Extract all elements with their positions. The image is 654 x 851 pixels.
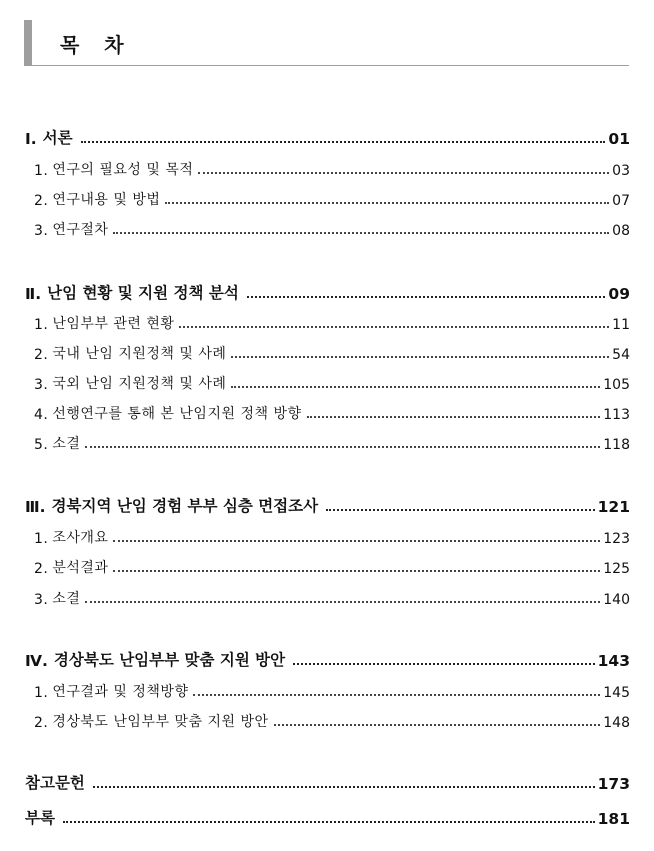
toc-chapter-entry[interactable] <box>25 126 630 148</box>
dot-leader <box>326 509 595 511</box>
toc-entry-label: 국내 난임 지원정책 및 사례 <box>52 346 227 362</box>
toc-title: 목 차 <box>60 33 133 57</box>
dot-leader <box>93 786 595 788</box>
toc-entry-number: 1. <box>34 685 49 701</box>
dot-leader <box>307 416 601 418</box>
dot-leader <box>81 141 606 143</box>
toc-entry-number: Ⅰ. <box>25 130 37 148</box>
toc-entry-number: 2. <box>34 193 49 209</box>
toc-page-number: 08 <box>612 223 630 239</box>
toc-page-number: 118 <box>603 437 630 453</box>
toc-entry-number: 1. <box>34 317 49 333</box>
toc-section-entry[interactable] <box>34 373 630 393</box>
toc-chapter-entry[interactable] <box>25 806 630 828</box>
toc-section-entry[interactable] <box>34 588 630 608</box>
toc-entry-number: 2. <box>34 561 49 577</box>
toc-entry-number: 1. <box>34 163 49 179</box>
toc-page-number: 11 <box>612 317 630 333</box>
toc-page-number: 09 <box>608 285 630 303</box>
toc-entry-label: 선행연구를 통해 본 난임지원 정책 방향 <box>52 406 302 422</box>
toc-entry-number: Ⅲ. <box>25 498 46 516</box>
toc-section-entry[interactable] <box>34 527 630 547</box>
toc-page-number: 123 <box>603 531 630 547</box>
toc-entry-label: 분석결과 <box>52 560 109 576</box>
toc-page-number: 145 <box>603 685 630 701</box>
toc-chapter-entry[interactable] <box>25 281 630 303</box>
toc-entry-number: 3. <box>34 592 49 608</box>
dot-leader <box>165 202 609 204</box>
dot-leader <box>113 540 600 542</box>
toc-entry-number: Ⅱ. <box>25 285 42 303</box>
toc-page-number: 121 <box>597 498 630 516</box>
toc-section-entry[interactable] <box>34 219 630 239</box>
toc-chapter-entry[interactable] <box>25 494 630 516</box>
toc-section-entry[interactable] <box>34 313 630 333</box>
toc-section-entry[interactable] <box>34 681 630 701</box>
toc-page-number: 54 <box>612 347 630 363</box>
dot-leader <box>231 386 600 388</box>
toc-entry-label: 조사개요 <box>52 530 109 546</box>
toc-section-entry[interactable] <box>34 189 630 209</box>
toc-entry-label: 서론 <box>42 129 73 147</box>
toc-entry-label: 난임 현황 및 지원 정책 분석 <box>47 284 239 302</box>
dot-leader <box>293 663 595 665</box>
toc-entry-number: 5. <box>34 437 49 453</box>
toc-entry-label: 소결 <box>52 436 81 452</box>
toc-section-entry[interactable] <box>34 557 630 577</box>
toc-page-number: 105 <box>603 377 630 393</box>
toc-entry-label: 연구의 필요성 및 목적 <box>52 162 194 178</box>
dot-leader <box>247 296 606 298</box>
dot-leader <box>113 232 609 234</box>
toc-entry-label: 국외 난임 지원정책 및 사례 <box>52 376 227 392</box>
toc-entry-label: 난임부부 관련 현황 <box>52 316 175 332</box>
dot-leader <box>85 601 600 603</box>
toc-entry-number: 4. <box>34 407 49 423</box>
toc-page-number: 03 <box>612 163 630 179</box>
toc-entry-label: 연구결과 및 정책방향 <box>52 684 189 700</box>
toc-section-entry[interactable] <box>34 343 630 363</box>
dot-leader <box>113 570 600 572</box>
toc-entry-number: Ⅳ. <box>25 652 48 670</box>
toc-entry-label: 부록 <box>25 809 55 827</box>
toc-entry-number: 1. <box>34 531 49 547</box>
toc-section-entry[interactable] <box>34 711 630 731</box>
toc-section-entry[interactable] <box>34 433 630 453</box>
toc-page-number: 140 <box>603 592 630 608</box>
toc-entry-label: 경상북도 난임부부 맞춤 지원 방안 <box>53 651 286 669</box>
toc-page-number: 148 <box>603 715 630 731</box>
dot-leader <box>193 694 600 696</box>
toc-entry-label: 경북지역 난임 경험 부부 심층 면접조사 <box>51 497 319 515</box>
toc-section-entry[interactable] <box>34 403 630 423</box>
dot-leader <box>63 821 595 823</box>
toc-entry-label: 경상북도 난임부부 맞춤 지원 방안 <box>52 714 269 730</box>
toc-page-number: 07 <box>612 193 630 209</box>
dot-leader <box>85 446 600 448</box>
dot-leader <box>274 724 601 726</box>
dot-leader <box>231 356 609 358</box>
toc-page-number: 173 <box>597 775 630 793</box>
toc-page-number: 181 <box>597 810 630 828</box>
toc-entry-number: 3. <box>34 223 49 239</box>
toc-entry-number: 3. <box>34 377 49 393</box>
toc-entry-label: 소결 <box>52 591 81 607</box>
dot-leader <box>198 172 609 174</box>
toc-entry-number: 2. <box>34 347 49 363</box>
toc-page-number: 113 <box>603 407 630 423</box>
toc-entry-number: 2. <box>34 715 49 731</box>
toc-page-number: 01 <box>608 130 630 148</box>
dot-leader <box>179 326 609 328</box>
toc-entry-label: 연구내용 및 방법 <box>52 192 161 208</box>
toc-chapter-entry[interactable] <box>25 648 630 670</box>
toc-chapter-entry[interactable] <box>25 771 630 793</box>
toc-page-number: 125 <box>603 561 630 577</box>
toc-entry-label: 참고문헌 <box>25 774 85 792</box>
toc-entry-label: 연구절차 <box>52 222 109 238</box>
toc-page-number: 143 <box>597 652 630 670</box>
toc-section-entry[interactable] <box>34 159 630 179</box>
